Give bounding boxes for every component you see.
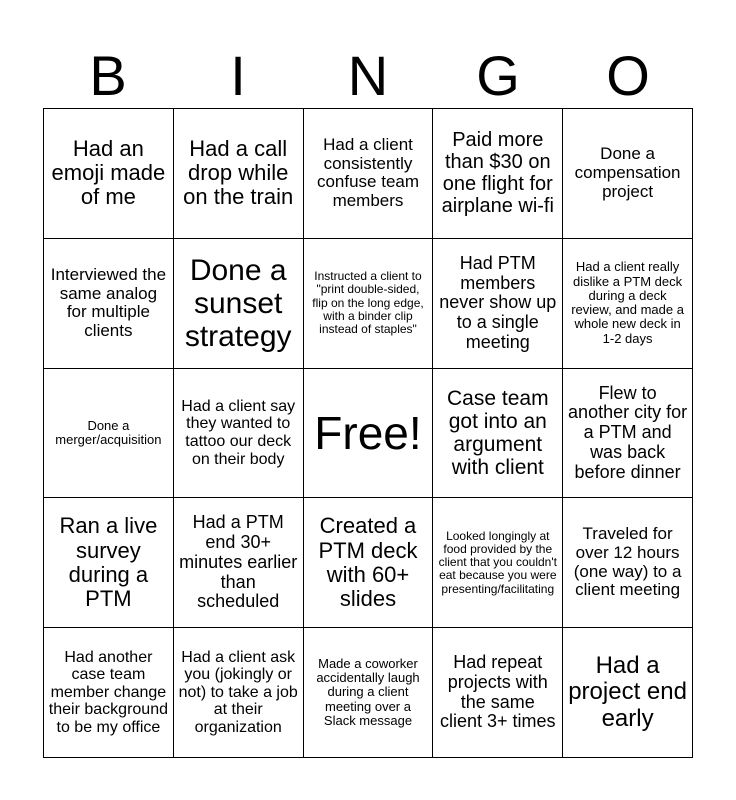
- cell-text: Had an emoji made of me: [51, 136, 166, 210]
- cell-text: Had a PTM end 30+ minutes earlier than scheduled: [179, 512, 298, 612]
- cell-text: Had a project end early: [568, 652, 687, 732]
- bingo-cell-r4c4[interactable]: [433, 498, 563, 628]
- bingo-cell-r2c5[interactable]: [563, 239, 693, 369]
- bingo-cell-r2c4[interactable]: [433, 239, 563, 369]
- cell-text: Had a client ask you (jokingly or not) to take a job at their organization: [178, 648, 298, 736]
- cell-text: Created a PTM deck with 60+ slides: [318, 513, 418, 611]
- cell-text: Had a client say they wanted to tattoo our deck on their body: [181, 397, 296, 468]
- free-space-cell[interactable]: [304, 369, 434, 499]
- cell-text: Interviewed the same analog for multiple clients: [50, 264, 167, 340]
- bingo-cell-r2c3[interactable]: [304, 239, 434, 369]
- cell-text: Flew to another city for a PTM and was back before dinner: [568, 382, 688, 482]
- cell-text: Case team got into an argument with client: [447, 386, 549, 480]
- bingo-cell-r3c5[interactable]: [563, 369, 693, 499]
- cell-text: Paid more than $30 on one flight for airplane wi-fi: [441, 129, 554, 218]
- bingo-cell-r5c3[interactable]: [304, 628, 434, 758]
- bingo-header: [43, 44, 693, 108]
- cell-text: Had a client really dislike a PTM deck during a deck review, and made a whole new deck in 1-2 days: [571, 259, 684, 346]
- header-letter-b: B: [89, 44, 127, 107]
- bingo-cell-r3c4[interactable]: [433, 369, 563, 499]
- free-space-label: Free!: [314, 406, 422, 459]
- cell-text: Had repeat projects with the same client 3+ times: [440, 651, 556, 732]
- header-letter-n: N: [347, 44, 389, 107]
- bingo-cell-r3c2[interactable]: [174, 369, 304, 499]
- cell-text: Done a merger/acquisition: [55, 417, 162, 447]
- bingo-cell-r1c1[interactable]: [44, 109, 174, 239]
- cell-text: Traveled for over 12 hours (one way) to a client meeting: [573, 524, 682, 600]
- bingo-cell-r1c4[interactable]: [433, 109, 563, 239]
- bingo-cell-r1c3[interactable]: [304, 109, 434, 239]
- cell-text: Had PTM members never show up to a single meeting: [439, 252, 557, 352]
- bingo-cell-r5c2[interactable]: [174, 628, 304, 758]
- cell-text: Done a compensation project: [574, 144, 681, 201]
- bingo-cell-r4c1[interactable]: [44, 498, 174, 628]
- bingo-cell-r4c5[interactable]: [563, 498, 693, 628]
- bingo-cell-r1c5[interactable]: [563, 109, 693, 239]
- bingo-cell-r1c2[interactable]: [174, 109, 304, 239]
- bingo-cell-r4c3[interactable]: [304, 498, 434, 628]
- bingo-cell-r3c1[interactable]: [44, 369, 174, 499]
- bingo-cell-r5c5[interactable]: [563, 628, 693, 758]
- cell-text: Ran a live survey during a PTM: [59, 513, 158, 611]
- cell-text: Made a coworker accidentally laugh during a client meeting over a Slack message: [316, 655, 420, 729]
- cell-text: Had a client consistently confuse team members: [316, 135, 420, 211]
- cell-text: Done a sunset strategy: [184, 253, 292, 353]
- bingo-board: [43, 108, 693, 758]
- header-letter-o: O: [606, 44, 650, 107]
- cell-text: Looked longingly at food provided by the client that you couldn't eat because you were presenting/facilitating: [438, 528, 557, 596]
- header-letter-i: I: [230, 44, 246, 107]
- bingo-cell-r2c1[interactable]: [44, 239, 174, 369]
- cell-text: Instructed a client to "print double-sided, flip on the long edge, with a binder clip instead of staples": [312, 269, 424, 336]
- bingo-cell-r5c4[interactable]: [433, 628, 563, 758]
- cell-text: Had a call drop while on the train: [183, 136, 294, 210]
- bingo-cell-r5c1[interactable]: [44, 628, 174, 758]
- header-letter-g: G: [476, 44, 520, 107]
- bingo-cell-r2c2[interactable]: [174, 239, 304, 369]
- bingo-cell-r4c2[interactable]: [174, 498, 304, 628]
- cell-text: Had another case team member change their background to be my office: [48, 648, 168, 736]
